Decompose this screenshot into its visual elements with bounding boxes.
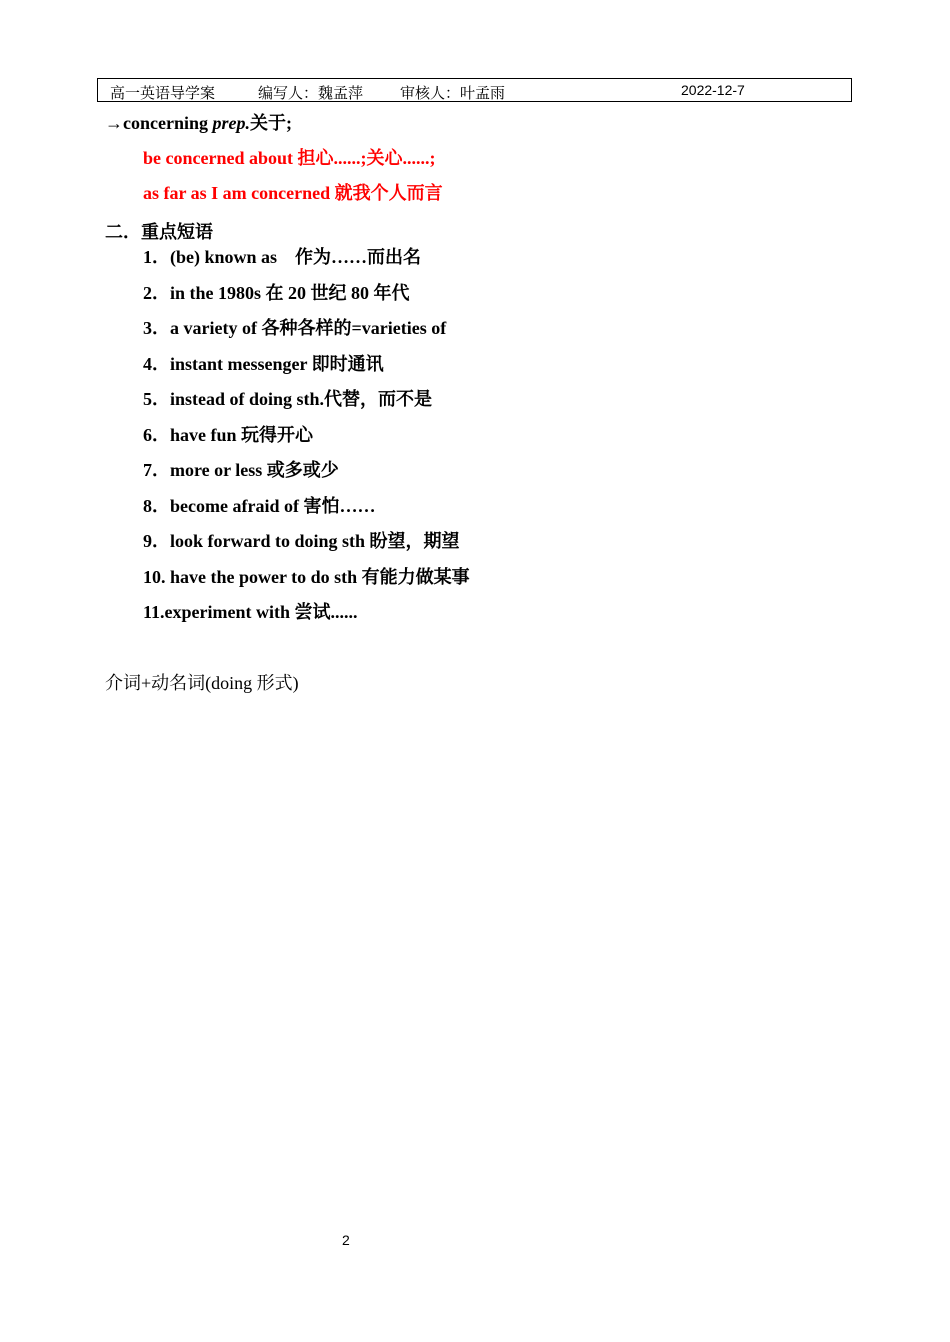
header-reviewer: 审核人：叶孟雨 [400,86,506,102]
concerning-pos: prep. [212,113,250,133]
phrase-item: 10. have the power to do sth 有能力做某事 [143,567,470,587]
header-title: 高一英语导学案 [110,86,216,102]
grammar-note: 介词+动名词(doing 形式) [105,673,299,693]
arrow-icon: → [105,113,123,133]
page-number: 2 [342,1232,350,1248]
phrase-item: 1．(be) known as 作为……而出名 [143,247,422,267]
phrase-item: 3．a variety of 各种各样的=varieties of [143,318,447,338]
header-date: 2022-12-7 [681,82,745,98]
phrase-item: 2．in the 1980s 在 20 世纪 80 年代 [143,283,410,303]
phrase-item: 4．instant messenger 即时通讯 [143,354,384,374]
concerning-word: concerning [123,113,208,133]
phrase-item: 9．look forward to doing sth 盼望，期望 [143,531,460,551]
document-header [97,78,852,102]
concerning-meaning: 关于; [250,113,292,133]
red-phrase-2: as far as I am concerned 就我个人而言 [143,183,443,203]
section-title: 二．重点短语 [105,222,213,242]
phrase-item: 6．have fun 玩得开心 [143,425,314,445]
phrase-item: 7．more or less 或多或少 [143,460,339,480]
concerning-line [105,109,292,135]
phrase-item: 11.experiment with 尝试...... [143,602,358,622]
header-writer: 编写人：魏孟萍 [258,86,364,102]
red-phrase-1: be concerned about 担心......;关心......; [143,148,436,168]
phrase-item: 5．instead of doing sth.代替，而不是 [143,389,433,409]
phrase-item: 8．become afraid of 害怕…… [143,496,376,516]
